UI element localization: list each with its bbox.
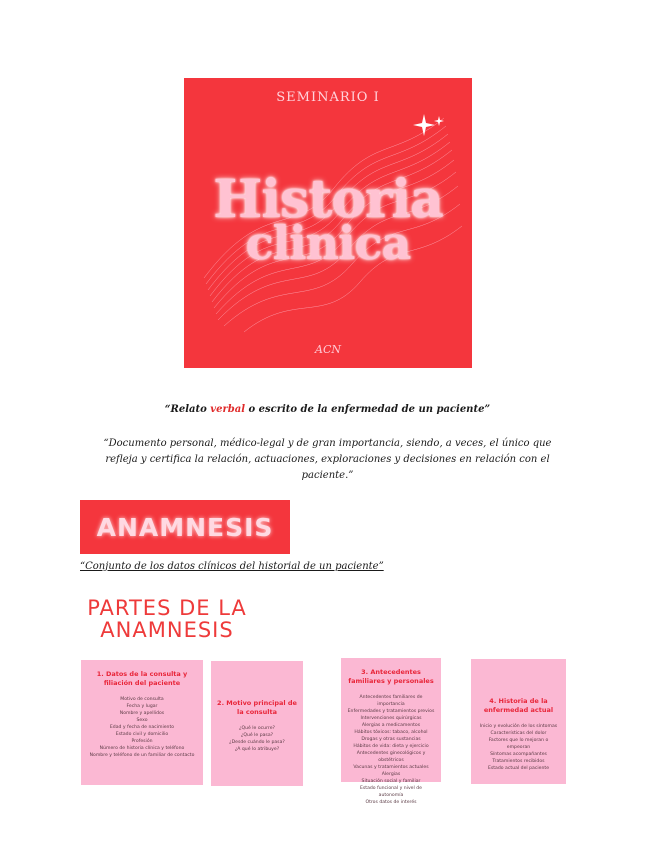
card-line: Sexo (136, 718, 148, 723)
card-lines (217, 725, 297, 753)
card-lines (347, 694, 435, 806)
card-title: 4. Historia de la enfermedad actual (483, 697, 554, 714)
card-line: Drogas y otras sustancias (361, 737, 421, 742)
cover-title-line2: clinica (245, 216, 411, 270)
card-line: ¿A qué lo atribuye? (234, 747, 280, 752)
card-datos-consulta (81, 660, 203, 785)
cover-title-line1: Historia (213, 169, 443, 230)
card-line: Estado civil y domicilio (115, 732, 169, 737)
card-line: Fecha y lugar (126, 704, 158, 709)
card-line: Situación social y familiar (361, 779, 421, 784)
card-line: Antecedentes familiares de importancia (359, 695, 423, 707)
card-title: 1. Datos de la consulta y filiación del paciente (96, 670, 188, 687)
card-line: Otros datos de interés (365, 800, 417, 805)
card-historia-enfermedad (471, 659, 566, 784)
document-quote: “Documento personal, médico-legal y de gran importancia, siendo, a veces, el único que refleja y certifica la relación, actuaciones, exploraciones y decisiones en relación con el paciente.” (103, 438, 552, 481)
partes-heading-line1: PARTES DE LA (87, 596, 247, 620)
cover-image (184, 78, 472, 368)
card-line: Número de historia clínica y teléfono (99, 746, 185, 751)
card-line: Alergias a medicamentos (361, 723, 421, 728)
card-line: Estado funcional y nivel de autonomía (359, 786, 422, 798)
card-title: 3. Antecedentes familiares y personales (348, 668, 434, 685)
cover-signature: ACN (315, 343, 341, 356)
card-line: Tratamientos recibidos (492, 759, 545, 764)
card-line: Estado actual del paciente (487, 766, 550, 771)
quote-highlight: verbal (210, 404, 245, 415)
card-line: Edad y fecha de nacimiento (109, 725, 175, 730)
card-motivo-principal (211, 661, 303, 786)
card-line: ¿Qué le ocurre? (239, 726, 275, 731)
card-line: Factores que lo mejoran o empeoran (488, 738, 549, 750)
card-line: Nombre y teléfono de un familiar de contacto (89, 753, 195, 758)
anamnesis-title: ANAMNESIS (96, 512, 274, 542)
quote-prefix: “Relato (164, 404, 211, 415)
anamnesis-definition: “Conjunto de los datos clínicos del historial de un paciente” (80, 561, 384, 572)
card-line: Hábitos de vida: dieta y ejercicio (353, 744, 429, 749)
card-lines (87, 696, 197, 759)
card-line: Hábitos tóxicos: tabaco, alcohol (354, 730, 428, 735)
card-title: 2. Motivo principal de la consulta (217, 699, 297, 716)
card-line: Antecedentes ginecológicos y obstétricos (356, 751, 426, 763)
card-line: ¿Desde cuándo le pasa? (229, 740, 285, 745)
card-line: Alergias (381, 772, 401, 777)
definition-quote (60, 404, 595, 415)
cover-kicker: SEMINARIO I (276, 90, 380, 105)
card-line: ¿Qué le pasa? (240, 733, 274, 738)
anamnesis-banner (80, 500, 290, 554)
card-line: Enfermedades y tratamientos previos (347, 709, 435, 714)
card-line: Motivo de consulta (120, 697, 164, 702)
partes-heading (82, 597, 252, 641)
card-line: Profesión (131, 739, 153, 744)
card-antecedentes (341, 658, 441, 805)
card-line: Características del dolor (490, 731, 547, 736)
partes-heading-line2: ANAMNESIS (100, 618, 234, 642)
card-line: Intervenciones quirúrgicas (360, 716, 422, 721)
sparkle-icon (412, 112, 446, 138)
card-line: Síntomas acompañantes (490, 752, 547, 757)
card-lines (477, 723, 560, 772)
card-line: Inicio y evolución de los síntomas (479, 724, 558, 729)
card-line: Nombre y apellidos (119, 711, 165, 716)
quote-suffix: o escrito de la enfermedad de un paciente” (245, 404, 491, 415)
card-line: Vacunas y tratamientos actuales (353, 765, 429, 770)
